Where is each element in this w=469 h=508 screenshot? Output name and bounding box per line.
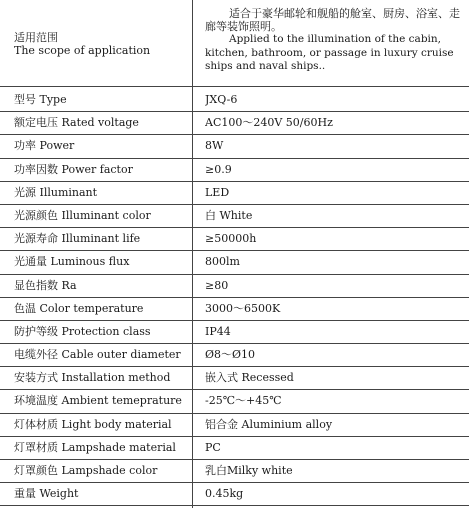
spec-row — [0, 344, 469, 367]
spec-label: 防护等级 Protection class — [14, 324, 151, 338]
spec-value: LED — [205, 185, 230, 199]
scope-value — [205, 7, 465, 74]
spec-row — [0, 483, 469, 506]
spec-label: 型号 Type — [14, 93, 67, 106]
spec-value: 0.45kg — [205, 487, 244, 501]
scope-value-cn: 适合于豪华邮轮和舰船的舱室、厨房、浴室、走廊等装饰照明。 — [205, 7, 460, 33]
spec-row — [0, 159, 469, 182]
spec-row — [0, 135, 469, 158]
spec-row — [0, 460, 469, 483]
spec-row — [0, 228, 469, 251]
spec-row — [0, 298, 469, 321]
spec-label: 色温 Color temperature — [14, 301, 144, 315]
spec-row — [0, 414, 469, 437]
spec-label: 光源寿命 Illuminant life — [14, 232, 141, 246]
spec-row — [0, 367, 469, 390]
spec-table — [0, 89, 469, 506]
spec-label: 灯体材质 Light body material — [14, 417, 172, 431]
spec-label: 额定电压 Rated voltage — [14, 116, 139, 130]
spec-value: ≥0.9 — [205, 162, 232, 176]
spec-value: 8W — [205, 139, 224, 153]
spec-row — [0, 321, 469, 344]
spec-label: 功率 Power — [14, 139, 75, 153]
spec-label: 安装方式 Installation method — [14, 371, 171, 385]
spec-label: 光源颜色 Illuminant color — [14, 208, 151, 222]
spec-row — [0, 112, 469, 135]
spec-row — [0, 182, 469, 205]
scope-label — [14, 31, 190, 57]
spec-value: 铝合金 Aluminium alloy — [205, 417, 333, 431]
spec-label: 环境温度 Ambient temeprature — [14, 394, 182, 408]
spec-value: 乳白Milky white — [205, 464, 293, 477]
spec-row — [0, 275, 469, 298]
spec-row — [0, 437, 469, 460]
spec-value: AC100～240V 50/60Hz — [205, 116, 333, 130]
spec-value: -25℃～+45℃ — [205, 394, 282, 408]
scope-label-cn: 适用范围 — [14, 31, 58, 44]
spec-label: 灯罩颜色 Lampshade color — [14, 464, 158, 477]
spec-value: IP44 — [205, 324, 231, 338]
spec-value: 3000～6500K — [205, 301, 281, 315]
spec-label: 灯罩材质 Lampshade material — [14, 440, 176, 454]
scope-value-en: Applied to the illumination of the cabin, kitchen, bathroom, or passage in luxury cruise ships and naval ships.. — [205, 33, 454, 72]
spec-row — [0, 205, 469, 228]
spec-value: ≥50000h — [205, 232, 257, 246]
scope-label-en: The scope of application — [14, 44, 151, 57]
spec-value: ≥80 — [205, 278, 229, 292]
spec-label: 显色指数 Ra — [14, 278, 77, 292]
spec-row — [0, 89, 469, 112]
spec-label: 光源 Illuminant — [14, 185, 98, 199]
spec-label: 重量 Weight — [14, 487, 79, 501]
spec-value: PC — [205, 440, 221, 454]
scope-row — [0, 0, 469, 87]
spec-value: Ø8～Ø10 — [205, 348, 256, 362]
spec-value: 嵌入式 Recessed — [205, 371, 294, 385]
spec-label: 功率因数 Power factor — [14, 162, 133, 176]
spec-value: JXQ-6 — [205, 93, 238, 106]
spec-row — [0, 251, 469, 274]
spec-value: 白 White — [205, 208, 253, 222]
spec-value: 800lm — [205, 255, 240, 269]
spec-label: 光通量 Luminous flux — [14, 255, 130, 269]
spec-row — [0, 390, 469, 413]
spec-label: 电缆外径 Cable outer diameter — [14, 348, 181, 362]
